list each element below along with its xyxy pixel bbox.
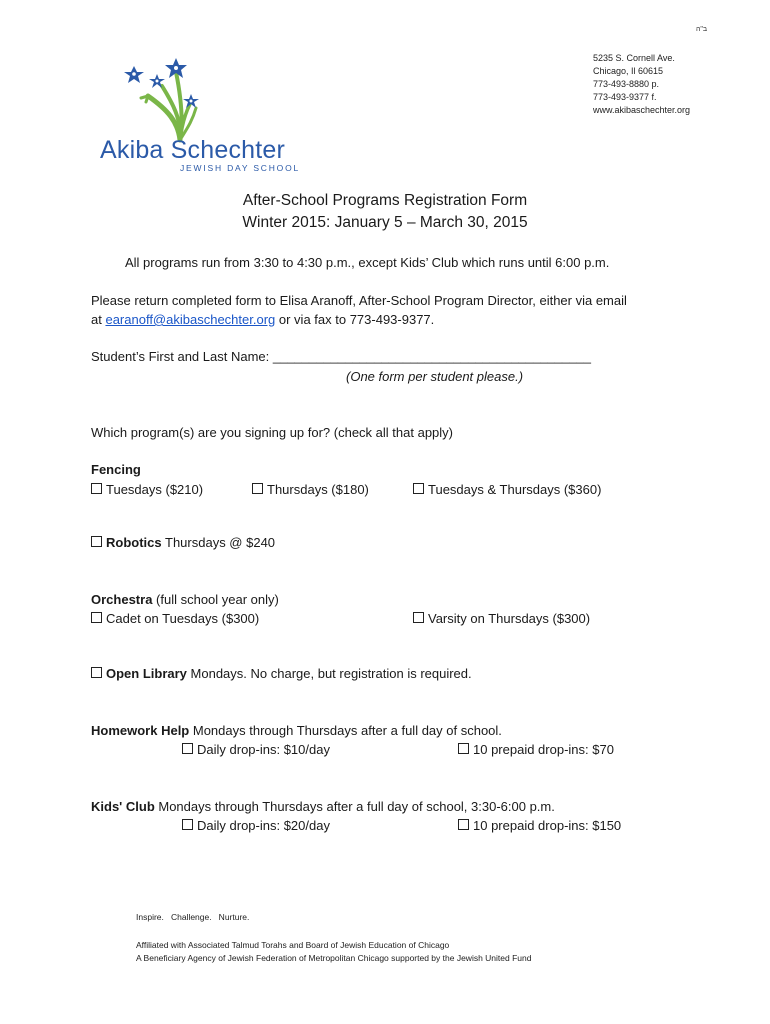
checkbox[interactable] — [91, 667, 102, 678]
fencing-tuesdays-option[interactable] — [91, 482, 203, 497]
option-label: 10 prepaid drop-ins: $70 — [473, 742, 614, 757]
homework-heading — [91, 723, 502, 738]
checkbox[interactable] — [458, 743, 469, 754]
kids-club-heading — [91, 799, 555, 814]
address-phone: 773-493-8880 p. — [593, 79, 660, 89]
checkbox[interactable] — [458, 819, 469, 830]
checkbox[interactable] — [91, 536, 102, 547]
program-question: Which program(s) are you signing up for? (check all that apply) — [91, 425, 453, 440]
checkbox[interactable] — [182, 819, 193, 830]
checkbox[interactable] — [413, 483, 424, 494]
school-motto: Inspire. Challenge. Nurture. — [136, 912, 250, 922]
orchestra-varsity-option[interactable] — [413, 611, 590, 626]
option-label: Daily drop-ins: $10/day — [197, 742, 330, 757]
open-library-desc: Mondays. No charge, but registration is required. — [186, 666, 472, 681]
address-fax: 773-493-9377 f. — [593, 92, 657, 102]
return-instructions: Please return completed form to Elisa Aranoff, After-School Program Director, either via email — [91, 293, 627, 308]
checkbox[interactable] — [252, 483, 263, 494]
fencing-thursdays-option[interactable] — [252, 482, 369, 497]
brand-subtitle: JEWISH DAY SCHOOL — [180, 163, 301, 173]
homework-daily-option[interactable] — [182, 742, 330, 757]
school-address — [593, 52, 690, 117]
checkbox[interactable] — [413, 612, 424, 623]
orchestra-desc: (full school year only) — [152, 592, 279, 607]
return-fax: or via fax to 773-493-9377. — [278, 312, 435, 327]
fencing-title: Fencing — [91, 462, 141, 477]
fencing-both-option[interactable] — [413, 482, 601, 497]
return-at: at — [91, 312, 102, 327]
orchestra-heading — [91, 592, 279, 607]
brand-name: Akiba Schechter — [100, 136, 286, 164]
form-dates: Winter 2015: January 5 – March 30, 2015 — [242, 214, 528, 231]
option-label: Cadet on Tuesdays ($300) — [106, 611, 260, 626]
robotics-title: Robotics — [106, 535, 162, 550]
option-label: Tuesdays ($210) — [106, 482, 204, 497]
student-name-blank[interactable]: ____________________________________________ — [272, 349, 591, 364]
student-name-field[interactable] — [91, 349, 591, 364]
address-website: www.akibaschechter.org — [593, 105, 691, 115]
kids-club-daily-option[interactable] — [182, 818, 330, 833]
checkbox[interactable] — [91, 483, 102, 494]
affiliation-text: Affiliated with Associated Talmud Torahs and Board of Jewish Education of Chicago — [136, 940, 450, 950]
beneficiary-text: A Beneficiary Agency of Jewish Federation of Metropolitan Chicago supported by the Jewish United Fund — [136, 953, 532, 963]
kids-club-title: Kids' Club — [91, 799, 155, 814]
address-street: 5235 S. Cornell Ave. — [593, 53, 675, 63]
option-label: Daily drop-ins: $20/day — [197, 818, 330, 833]
orchestra-cadet-option[interactable] — [91, 611, 259, 626]
return-instructions-2 — [91, 312, 434, 327]
checkbox[interactable] — [91, 612, 102, 623]
student-name-label: Student’s First and Last Name: — [91, 349, 273, 364]
kids-club-prepaid-option[interactable] — [458, 818, 621, 833]
option-label: 10 prepaid drop-ins: $150 — [473, 818, 622, 833]
checkbox[interactable] — [182, 743, 193, 754]
robotics-desc: Thursdays @ $240 — [161, 535, 276, 550]
homework-prepaid-option[interactable] — [458, 742, 614, 757]
kids-club-desc: Mondays through Thursdays after a full day of school, 3:30-6:00 p.m. — [154, 799, 555, 814]
option-label: Tuesdays & Thursdays ($360) — [428, 482, 602, 497]
option-label: Varsity on Thursdays ($300) — [428, 611, 591, 626]
address-city: Chicago, Il 60615 — [593, 66, 664, 76]
homework-desc: Mondays through Thursdays after a full day of school. — [189, 723, 502, 738]
homework-title: Homework Help — [91, 723, 190, 738]
open-library-option[interactable] — [91, 666, 472, 681]
orchestra-title: Orchestra — [91, 592, 153, 607]
option-label: Thursdays ($180) — [267, 482, 369, 497]
open-library-title: Open Library — [106, 666, 187, 681]
director-email-link[interactable]: earanoff@akibaschechter.org — [105, 312, 276, 327]
hebrew-mark: ב"ה — [696, 26, 708, 33]
student-note: (One form per student please.) — [346, 369, 524, 384]
schedule-note: All programs run from 3:30 to 4:30 p.m., except Kids’ Club which runs until 6:00 p.m. — [125, 255, 610, 270]
form-title: After-School Programs Registration Form — [242, 192, 528, 209]
robotics-option[interactable] — [91, 535, 275, 550]
